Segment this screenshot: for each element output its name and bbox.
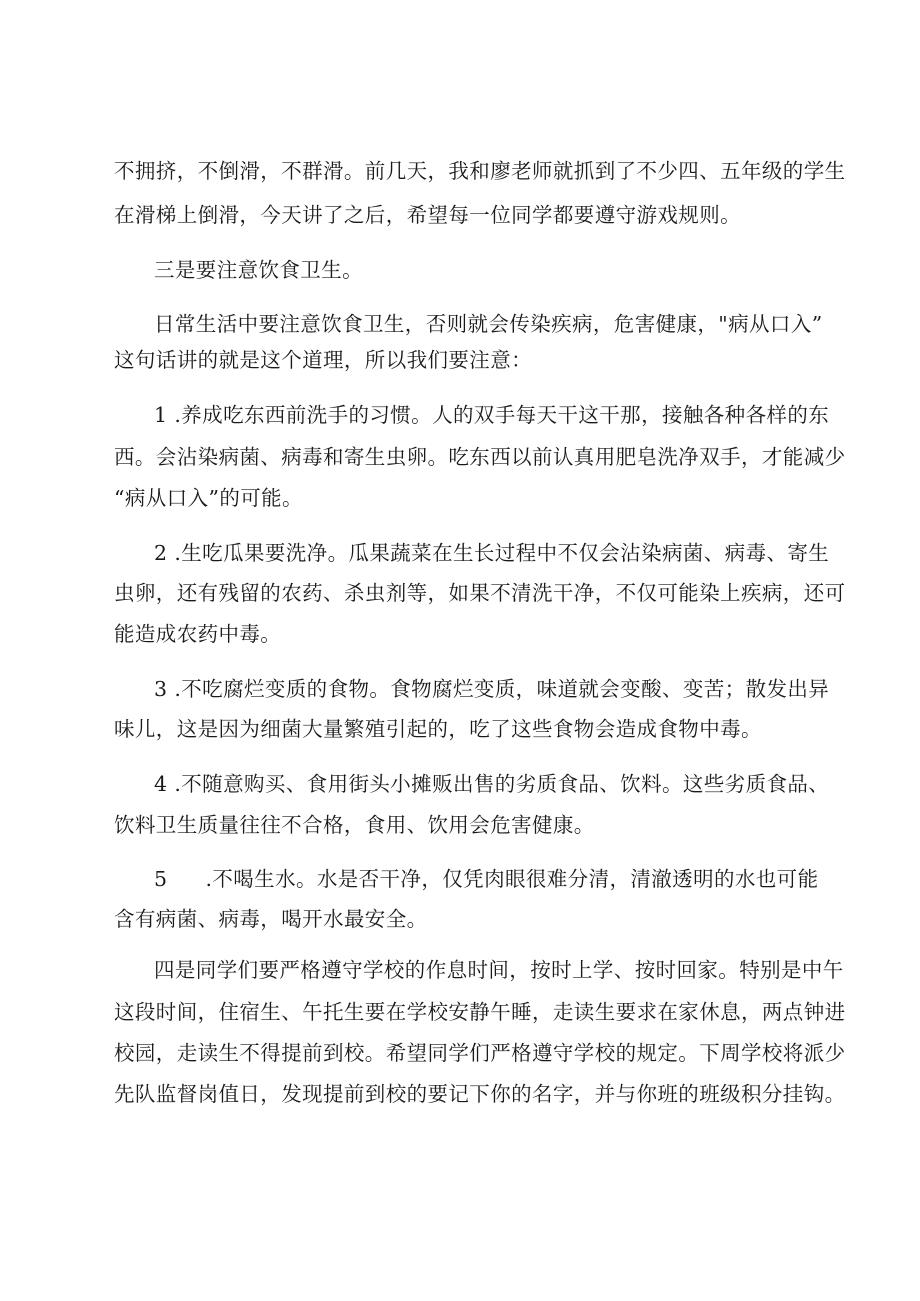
paragraph-8-line-3: 先队监督岗值日，发现提前到校的要记下你的名字，并与你班的班级积分挂钩。: [114, 1082, 846, 1106]
paragraph-2-line-1: 这句话讲的就是这个道理，所以我们要注意：: [114, 348, 532, 372]
list-item-3-line-0: 3 .不吃腐烂变质的食物。食物腐烂变质，味道就会变酸、变苦；散发出异: [154, 677, 830, 701]
paragraph-0-line-0: 不拥挤，不倒滑，不群滑。前几天，我和廖老师就抓到了不少四、五年级的学生: [114, 159, 846, 183]
list-item-5-line-1: 含有病菌、病毒，喝开水最安全。: [114, 907, 428, 931]
list-item-2-line-1: 虫卵，还有残留的农药、杀虫剂等，如果不清洗干净，不仅可能染上疾病，还可: [114, 581, 846, 605]
list-item-4-line-0: 4 .不随意购买、食用街头小摊贩出售的劣质食品、饮料。这些劣质食品、: [154, 772, 830, 796]
list-item-5-text: .不喝生水。水是否干净，仅凭肉眼很难分清，清澈透明的水也可能: [205, 867, 819, 891]
list-item-5-line-0: [154, 866, 818, 892]
paragraph-8-line-2: 校园，走读生不得提前到校。希望同学们严格遵守学校的规定。下周学校将派少: [114, 1041, 846, 1065]
paragraph-2-line-0: 日常生活中要注意饮食卫生，否则就会传染疾病，危害健康，"病从口入”: [154, 312, 823, 336]
paragraph-8-line-1: 这段时间，住宿生、午托生要在学校安静午睡，走读生要求在家休息，两点钟进: [114, 1000, 846, 1024]
list-item-2-line-0: 2 .生吃瓜果要洗净。瓜果蔬菜在生长过程中不仅会沾染病菌、病毒、寄生: [154, 541, 830, 565]
list-item-1-line-2: “病从口入”的可能。: [114, 486, 303, 510]
list-item-1-line-0: 1 .养成吃东西前洗手的习惯。人的双手每天干这干那，接触各种各样的东: [154, 403, 830, 427]
paragraph-0-line-1: 在滑梯上倒滑，今天讲了之后，希望每一位同学都要遵守游戏规则。: [114, 203, 741, 227]
list-item-3-line-1: 味儿，这是因为细菌大量繁殖引起的，吃了这些食物会造成食物中毒。: [114, 717, 762, 741]
section-heading-diet-hygiene: 三是要注意饮食卫生。: [154, 258, 363, 282]
list-item-2-line-2: 能造成农药中毒。: [114, 622, 282, 646]
list-item-4-line-1: 饮料卫生质量往往不合格，食用、饮用会危害健康。: [114, 813, 595, 837]
list-item-5-number: 5: [154, 867, 168, 891]
paragraph-8-line-0: 四是同学们要严格遵守学校的作息时间，按时上学、按时回家。特别是中午: [154, 958, 844, 982]
list-item-1-line-1: 西。会沾染病菌、病毒和寄生虫卵。吃东西以前认真用肥皂洗净双手，才能减少: [114, 445, 846, 469]
